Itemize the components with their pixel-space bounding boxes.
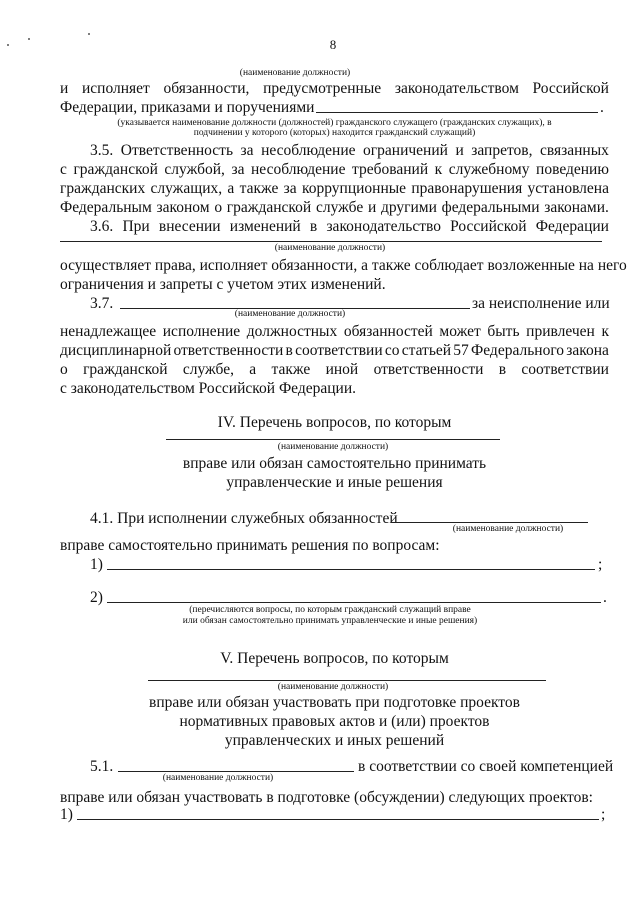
hint-position-37: (наименование должности) (234, 309, 346, 319)
p51-number: 5.1. (90, 758, 114, 775)
line-a: и исполняет обязанности, предусмотренные законодательством Российской (60, 80, 609, 97)
hint-position-41: (наименование должности) (452, 524, 564, 534)
p41-line-2: вправе самостоятельно принимать решения по вопросам: (60, 537, 440, 554)
p37-number: 3.7. (90, 295, 114, 312)
hint-b-1: (указывается наименование должности (должностей) гражданского служащего (гражданских служащих), в (117, 118, 552, 128)
p51-tail: в соответствии со своей компетенцией (358, 758, 614, 775)
p37-line-2: ненадлежащее исполнение должностных обязанностей может быть привлечен к (60, 323, 609, 340)
p35-line-4: Федеральным законом о гражданской службе и другими федеральными законами. (60, 199, 609, 216)
p41-text: 4.1. При исполнении служебных обязанностей (90, 510, 398, 527)
line-b-end: . (600, 99, 604, 116)
blank-field-line[interactable] (60, 241, 602, 242)
section-4-line-2: вправе или обязан самостоятельно принимать (182, 455, 487, 472)
blank-field-line[interactable] (148, 680, 546, 681)
p35-line-3: гражданских служащих, а также за коррупционные правонарушения установлена (60, 180, 609, 197)
hint-41-1: (перечисляются вопросы, по которым гражданский служащий вправе (189, 605, 471, 615)
item-1-end: ; (598, 556, 603, 573)
scan-speck (88, 33, 90, 35)
section-5-line-3: нормативных правовых актов и (или) проектов (179, 713, 490, 730)
hint-position-sec5: (наименование должности) (277, 682, 389, 692)
item-2-end: . (603, 589, 607, 606)
hint-41-2: или обязан самостоятельно принимать управленческие и иные решения) (182, 616, 478, 626)
hint-position-36: (наименование должности) (274, 243, 386, 253)
p51-item-1-label: 1) (60, 806, 73, 823)
line-b: Федерации, приказами и поручениями (60, 99, 315, 116)
p51-item-1-end: ; (601, 806, 606, 823)
p35-line-1: 3.5. Ответственность за несоблюдение ограничений и запретов, связанных (90, 142, 609, 159)
item-1-label: 1) (90, 556, 103, 573)
p35-line-2: с гражданской службой, за несоблюдение требований к служебному поведению (60, 161, 609, 178)
section-4-line-3: управленческие и иные решения (226, 474, 443, 491)
p37-line-5: с законодательством Российской Федерации. (60, 380, 357, 397)
p36-line-3: ограничения и запреты с учетом этих изменений. (60, 276, 386, 293)
p36-line-2: осуществляет права, исполняет обязанности, а также соблюдает возложенные на него (60, 257, 627, 274)
blank-field-line[interactable] (166, 439, 500, 440)
item-2-label: 2) (90, 589, 103, 606)
blank-field-line[interactable] (118, 771, 354, 772)
blank-field-line[interactable] (107, 602, 601, 603)
blank-field-line[interactable] (77, 819, 599, 820)
p37-line-3: дисциплинарной ответственности в соответствии со статьей 57 Федерального закона (60, 342, 609, 359)
hint-position-sec4: (наименование должности) (277, 442, 389, 452)
scan-speck (28, 38, 30, 40)
section-5-line-4: управленческих и иных решений (224, 732, 445, 749)
section-5-line-2: вправе или обязан участвовать при подготовке проектов (149, 694, 520, 711)
hint-position-top: (наименование должности) (239, 68, 351, 78)
scan-speck (7, 44, 9, 46)
blank-field-line[interactable] (316, 112, 598, 113)
hint-b-2: подчинении у которого (которых) находится гражданский служащий) (193, 128, 476, 138)
section-4-title: IV. Перечень вопросов, по которым (217, 414, 452, 431)
page-number: 8 (329, 37, 337, 52)
p51-line-2: вправе или обязан участвовать в подготовке (обсуждении) следующих проектов: (60, 789, 593, 806)
p36-line-1: 3.6. При внесении изменений в законодательство Российской Федерации (90, 218, 609, 235)
section-5-title: V. Перечень вопросов, по которым (220, 650, 449, 667)
hint-position-51: (наименование должности) (162, 773, 274, 783)
p37-tail: за неисполнение или (472, 295, 610, 312)
p37-line-4: о гражданской службе, а также иной ответственности в соответствии (60, 361, 609, 378)
blank-field-line[interactable] (107, 569, 595, 570)
blank-field-line[interactable] (392, 522, 588, 523)
